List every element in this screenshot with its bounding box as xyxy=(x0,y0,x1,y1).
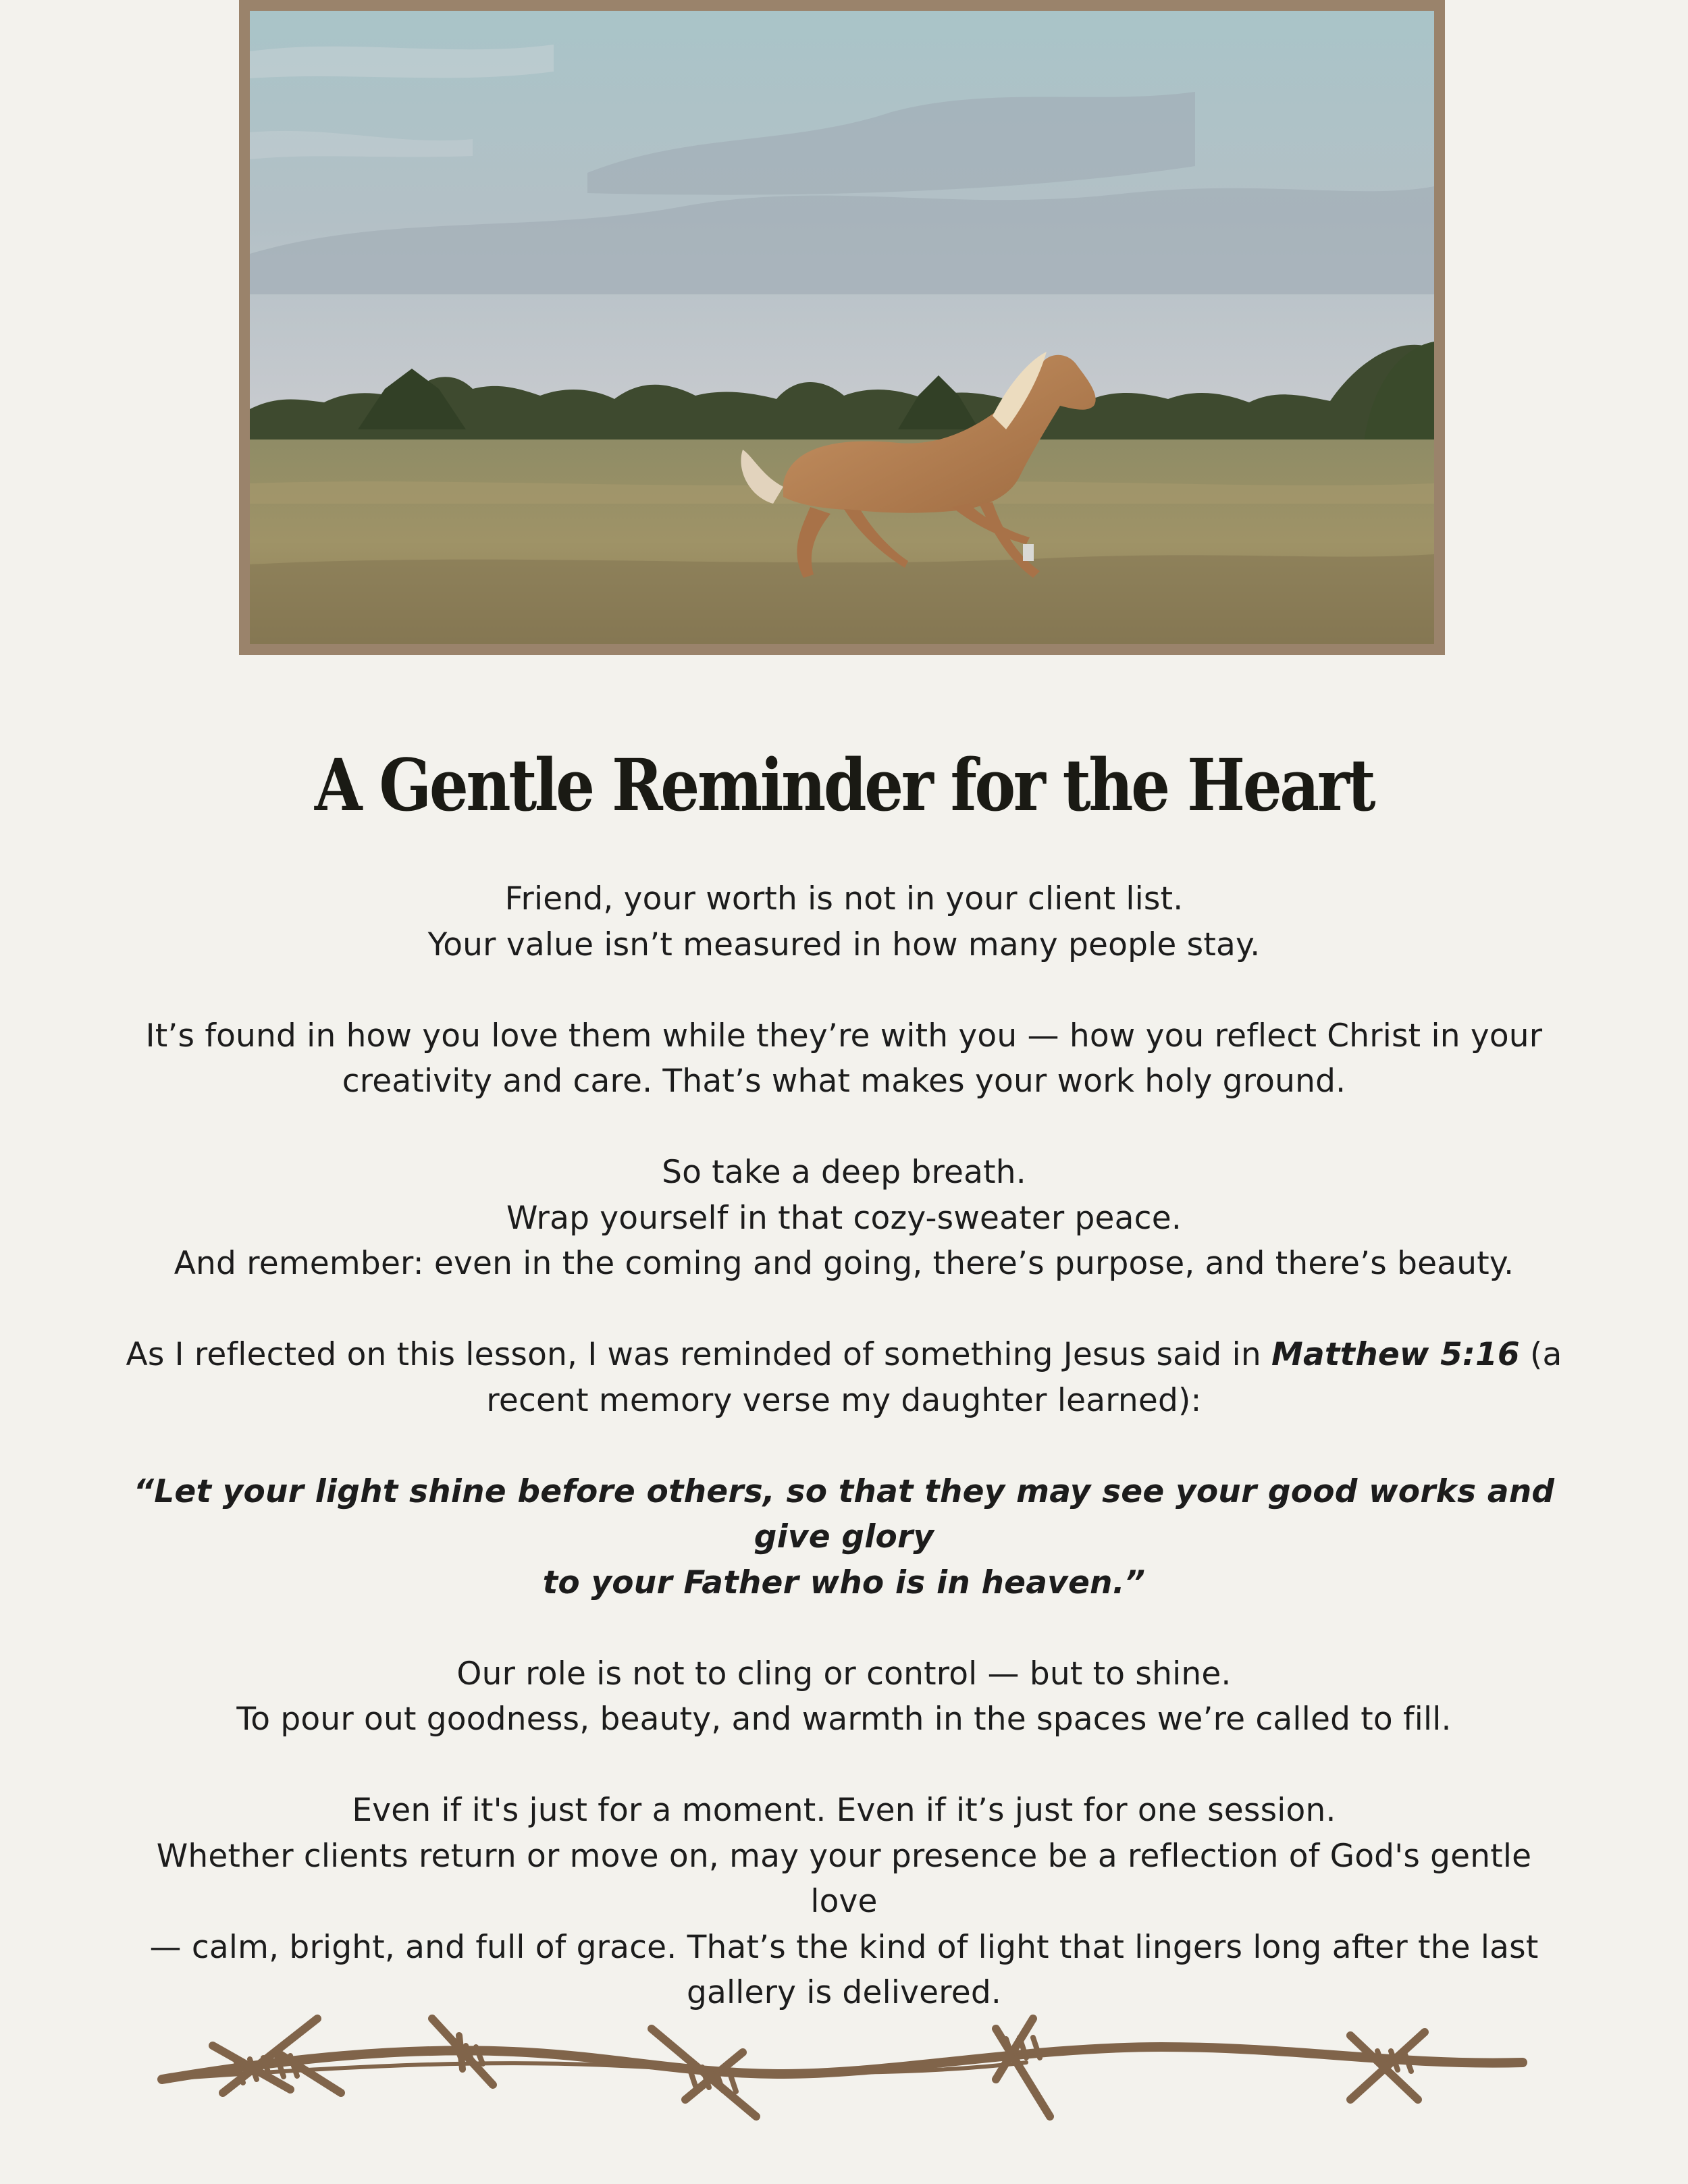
text-line: So take a deep breath. xyxy=(662,1154,1026,1191)
text-line: Your value isn’t measured in how many people stay. xyxy=(427,926,1261,963)
paragraph-breath xyxy=(122,1150,1566,1287)
text-line: Our role is not to cling or control — but to shine. xyxy=(456,1655,1232,1693)
reflection-body xyxy=(122,876,1566,2016)
horse-photo xyxy=(250,11,1434,644)
paragraph-role xyxy=(122,1651,1566,1742)
paragraph-worth xyxy=(122,876,1566,967)
text-line: — calm, bright, and full of grace. That’s the kind of light that lingers long after the last xyxy=(149,1928,1539,1966)
text-line: Wrap yourself in that cozy-sweater peace. xyxy=(506,1199,1182,1237)
text-line: recent memory verse my daughter learned): xyxy=(486,1381,1202,1419)
text-line: It’s found in how you love them while they’re with you — how you reflect Christ in your xyxy=(145,1017,1543,1055)
text-line: gallery is delivered. xyxy=(686,1974,1001,2011)
page-title: A Gentle Reminder for the Heart xyxy=(314,743,1374,827)
paragraph-found xyxy=(122,1013,1566,1104)
text-run: (a xyxy=(1519,1336,1562,1373)
paragraph-reflection xyxy=(122,1332,1566,1423)
quote-line: “Let your light shine before others, so that they may see your good works and give glory xyxy=(133,1472,1555,1555)
text-run: As I reflected on this lesson, I was reminded of something Jesus said in xyxy=(126,1336,1271,1373)
text-line: And remember: even in the coming and going, there’s purpose, and there’s beauty. xyxy=(174,1245,1514,1282)
text-line: creativity and care. That’s what makes your work holy ground. xyxy=(342,1063,1346,1100)
text-line: Friend, your worth is not in your client list. xyxy=(504,880,1184,917)
barbed-wire-divider xyxy=(149,1998,1539,2127)
hero-photo-frame xyxy=(239,0,1445,655)
scripture-quote xyxy=(122,1469,1566,1606)
quote-line: to your Father who is in heaven.” xyxy=(542,1564,1146,1601)
paragraph-closing xyxy=(122,1788,1566,2016)
text-line: Whether clients return or move on, may your presence be a reflection of God's gentle love xyxy=(156,1837,1532,1920)
text-line: To pour out goodness, beauty, and warmth in the spaces we’re called to fill. xyxy=(236,1701,1452,1738)
scripture-reference: Matthew 5:16 xyxy=(1271,1336,1520,1373)
text-line xyxy=(122,1332,1566,1378)
text-line: Even if it's just for a moment. Even if it’s just for one session. xyxy=(352,1792,1336,1829)
